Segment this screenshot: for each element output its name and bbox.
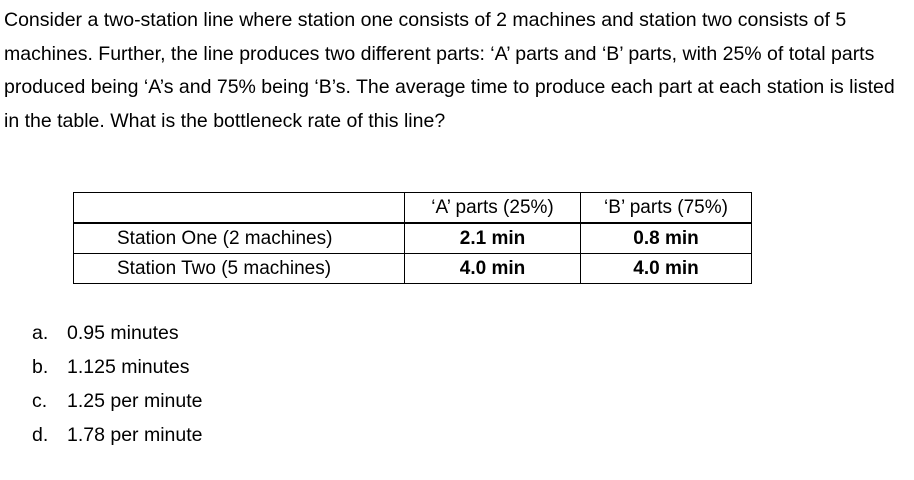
question-text: Consider a two-station line where station one consists of 2 machines and station two consists of 5 machines. Further, the line produces two different parts: ‘A’ parts and ‘B’ parts, with 25% of total parts produced being ‘A’s and 75% being ‘B’s. The average time to produce each part at each station is listed in the table. What is the bottleneck rate of this line? [4,9,895,132]
station-two-b-time: 4.0 min [581,254,752,284]
station-two-a-time: 4.0 min [405,254,581,284]
option-letter: c. [32,390,48,412]
option-b [32,350,203,384]
option-c [32,384,203,418]
answer-options [32,316,203,452]
table-header-row [74,193,752,224]
option-letter: b. [32,356,49,378]
table-row [74,254,752,284]
option-letter: d. [32,424,49,446]
option-a [32,316,203,350]
table-row [74,223,752,254]
station-one-a-time: 2.1 min [405,223,581,254]
table-header-b-parts: ‘B’ parts (75%) [581,193,752,224]
option-letter: a. [32,322,49,344]
table-header-empty [74,193,405,224]
station-one-label: Station One (2 machines) [74,223,405,254]
station-one-b-time: 0.8 min [581,223,752,254]
table-header-a-parts: ‘A’ parts (25%) [405,193,581,224]
station-two-label: Station Two (5 machines) [74,254,405,284]
option-text: 1.25 per minute [67,390,203,412]
processing-time-table [73,192,752,284]
option-text: 1.78 per minute [67,424,203,446]
option-text: 1.125 minutes [67,356,190,378]
option-d [32,418,203,452]
option-text: 0.95 minutes [67,322,179,344]
